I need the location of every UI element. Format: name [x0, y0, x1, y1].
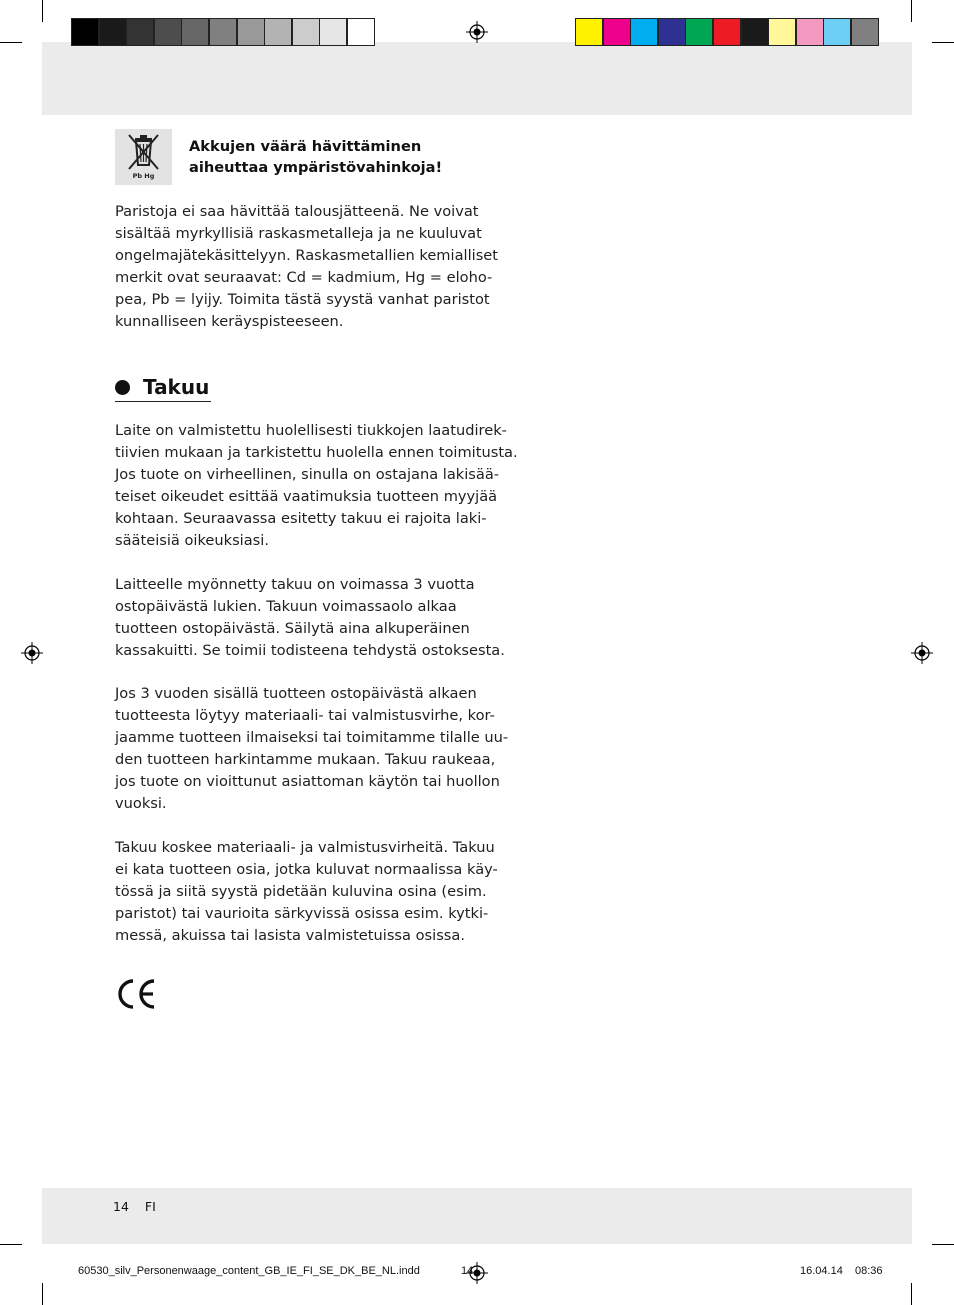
- slug-time: 08:36: [855, 1265, 883, 1277]
- text-line: pea, Pb = lyijy. Toimita tästä syystä vanhat paristot: [115, 291, 490, 308]
- text-line: kassakuitti. Se toimii todisteena tehdystä ostoksesta.: [115, 642, 505, 659]
- color-swatch: [237, 18, 265, 46]
- bullet-icon: [115, 380, 130, 395]
- footer-band: [42, 1188, 912, 1244]
- text-line: Jos tuote on virheellinen, sinulla on ostajana lakisää-: [115, 466, 500, 483]
- page-number: 14: [113, 1199, 129, 1214]
- color-swatch: [264, 18, 292, 46]
- color-swatch: [741, 18, 769, 46]
- text-line: teiset oikeudet esittää vaatimuksia tuotteen myyjää: [115, 488, 498, 505]
- registration-mark-icon: [466, 21, 488, 43]
- text-line: tuotteesta löytyy materiaali- tai valmistusvirhe, kor-: [115, 707, 495, 724]
- color-swatch: [154, 18, 182, 46]
- text-line: sisältää myrkyllisiä raskasmetalleja ja ne kuuluvat: [115, 225, 482, 242]
- color-swatch: [768, 18, 796, 46]
- registration-mark-icon: [21, 642, 43, 664]
- slug-date: 16.04.14: [800, 1265, 843, 1277]
- warranty-paragraph: [115, 420, 518, 552]
- disposal-warning: [189, 136, 442, 178]
- color-swatch: [99, 18, 127, 46]
- text-line: sääteisiä oikeuksiasi.: [115, 532, 269, 549]
- text-line: Takuu koskee materiaali- ja valmistusvirheitä. Takuu: [115, 839, 495, 856]
- color-swatch: [823, 18, 851, 46]
- text-line: Jos 3 vuoden sisällä tuotteen ostopäivästä alkaen: [115, 685, 477, 702]
- warning-line: aiheuttaa ympäristövahinkoja!: [189, 159, 443, 176]
- text-line: ostopäivästä lukien. Takuun voimassaolo alkaa: [115, 598, 457, 615]
- color-swatch: [209, 18, 237, 46]
- text-line: Laitteelle myönnetty takuu on voimassa 3 vuotta: [115, 576, 475, 593]
- text-line: messä, akuissa tai lasista valmistetuissa osissa.: [115, 927, 465, 944]
- section-heading-text: Takuu: [143, 375, 210, 399]
- color-swatch: [658, 18, 686, 46]
- color-swatch: [713, 18, 741, 46]
- disposal-paragraph: [115, 201, 498, 333]
- page-footer: [113, 1199, 156, 1214]
- language-code: FI: [144, 1199, 156, 1214]
- registration-mark-icon: [911, 642, 933, 664]
- text-line: Paristoja ei saa hävittää talousjätteenä. Ne voivat: [115, 203, 479, 220]
- warning-line: Akkujen väärä hävittäminen: [189, 138, 422, 155]
- text-line: Laite on valmistettu huolellisesti tiukkojen laatudirek-: [115, 422, 507, 439]
- text-line: ongelmajätekäsittelyyn. Raskasmetallien kemialliset: [115, 247, 498, 264]
- text-line: paristot) tai vaurioita särkyvissä osissa esim. kytki-: [115, 905, 489, 922]
- color-swatch: [181, 18, 209, 46]
- slug-page: 14: [461, 1265, 474, 1277]
- text-line: kohtaan. Seuraavassa esitetty takuu ei rajoita laki-: [115, 510, 487, 527]
- color-swatch: [685, 18, 713, 46]
- color-swatch: [851, 18, 879, 46]
- color-swatch: [126, 18, 154, 46]
- text-line: kunnalliseen keräyspisteeseen.: [115, 313, 344, 330]
- color-swatch: [796, 18, 824, 46]
- color-swatch: [292, 18, 320, 46]
- text-line: jos tuote on vioittunut asiattoman käytön tai huollon: [115, 773, 500, 790]
- color-swatch: [319, 18, 347, 46]
- battery-disposal-symbol: [115, 129, 172, 185]
- color-swatch: [347, 18, 375, 46]
- color-swatch: [71, 18, 99, 46]
- battery-symbol-label: Pb Hg: [132, 172, 155, 180]
- text-line: vuoksi.: [115, 795, 167, 812]
- text-line: tuotteen ostopäivästä. Säilytä aina alkuperäinen: [115, 620, 470, 637]
- text-line: den tuotteen harkintamme mukaan. Takuu raukeaa,: [115, 751, 496, 768]
- color-swatch: [603, 18, 631, 46]
- text-line: ei kata tuotteen osia, jotka kuluvat normaalissa käy-: [115, 861, 498, 878]
- crossed-bin-icon: [115, 129, 172, 175]
- text-line: tössä ja siitä syystä pidetään kuluvina osina (esim.: [115, 883, 487, 900]
- color-swatch: [630, 18, 658, 46]
- warranty-paragraph: [115, 683, 509, 815]
- color-swatch: [575, 18, 603, 46]
- warranty-paragraph: [115, 574, 505, 662]
- ce-mark-icon: [114, 978, 158, 1010]
- header-band: [42, 42, 912, 115]
- section-heading: [115, 373, 211, 402]
- text-line: merkit ovat seuraavat: Cd = kadmium, Hg = eloho-: [115, 269, 493, 286]
- slug-filename: 60530_silv_Personenwaage_content_GB_IE_FI_SE_DK_BE_NL.indd: [78, 1265, 420, 1277]
- warranty-paragraph: [115, 837, 498, 947]
- text-line: tiivien mukaan ja tarkistettu huolella ennen toimitusta.: [115, 444, 518, 461]
- text-line: jaamme tuotteen ilmaiseksi tai toimitamme tilalle uu-: [115, 729, 509, 746]
